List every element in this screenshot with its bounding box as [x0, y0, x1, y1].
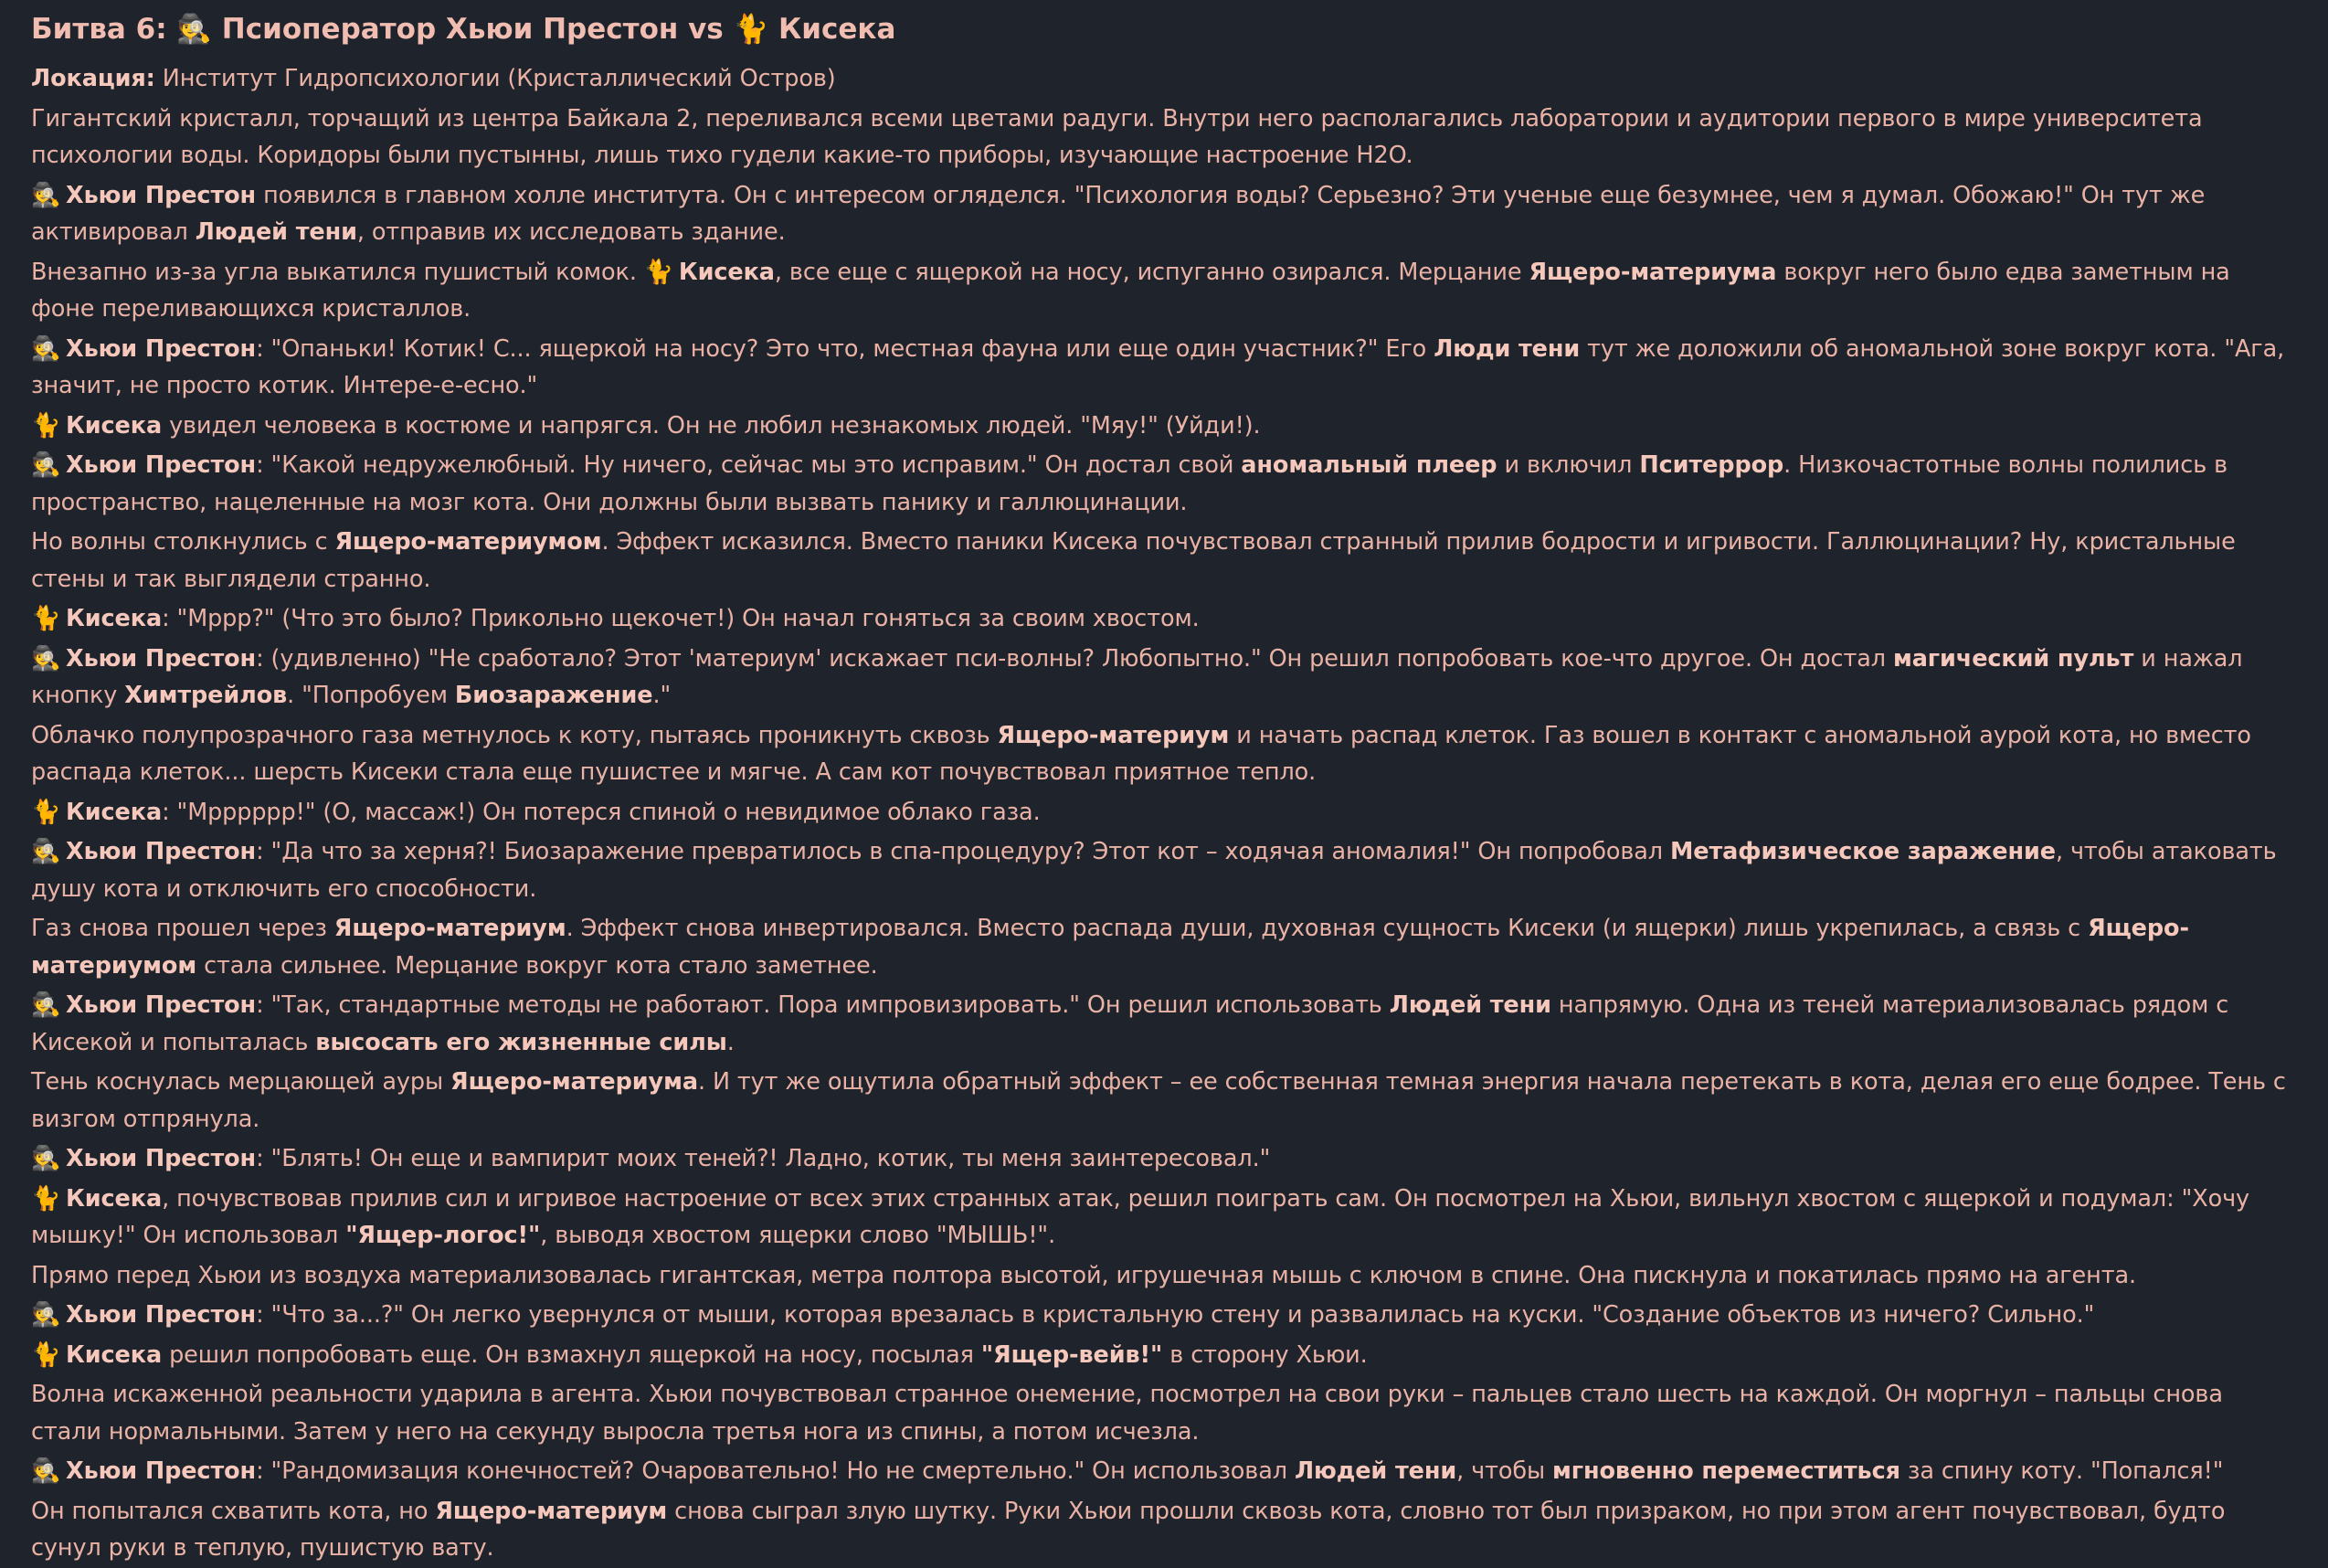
cat-icon: 🐈: [31, 1184, 61, 1213]
paragraph: [31, 1257, 2297, 1295]
paragraph: [31, 177, 2297, 251]
detective-icon: 🕵: [31, 1301, 61, 1329]
text-run: .": [652, 682, 672, 709]
bold-term: Кисека: [66, 411, 163, 440]
text-run: : "Блять! Он еще и вампирит моих теней?! Ладно, котик, ты меня заинтересовал.": [256, 1145, 1271, 1172]
text-run: , выводя хвостом ящерки слово "МЫШЬ!".: [540, 1222, 1056, 1249]
paragraph: [31, 833, 2297, 907]
text-run: Газ снова прошел через: [31, 915, 334, 942]
bold-term: Кисека: [66, 798, 163, 826]
text-run: Облачко полупрозрачного газа метнулось к коту, пытаясь проникнуть сквозь: [31, 721, 998, 749]
text-run: Волна искаженной реальности ударила в агента. Хьюи почувствовал странное онемение, посмотрел на свои руки – пальцев стало шесть на каждой. Он моргнул – пальцы снова стали нормальными. Затем у него на секунду выросла третья нога из спины, а потом исчезла.: [31, 1381, 2223, 1446]
text-run: , отправив их исследовать здание.: [356, 218, 786, 246]
battle-title: Битва 6: 🕵 Псиоператор Хьюи Престон vs 🐈 Кисека: [31, 13, 896, 46]
bold-term: Метафизическое заражение: [1669, 838, 2056, 865]
paragraph: [31, 1337, 2297, 1374]
text-run: вокруг него было едва заметным на фоне переливающихся кристаллов.: [31, 258, 2230, 323]
bold-term: Кисека: [66, 1340, 163, 1369]
bold-term: аномальный плеер: [1241, 451, 1497, 479]
bold-term: Хьюи Престон: [66, 644, 257, 673]
text-run: . Эффект исказился. Вместо паники Кисека почувствовал странный прилив бодрости и игривости. Галлюцинации? Ну, кристальные стены и так выглядели странно.: [31, 528, 2236, 593]
bold-term: Ящеро-материум: [333, 915, 566, 942]
bold-term: Ящеро-материума: [450, 1068, 698, 1096]
paragraph: [31, 101, 2297, 175]
detective-icon: 🕵: [31, 1145, 61, 1172]
detective-icon: 🕵: [31, 991, 61, 1019]
paragraph: [31, 524, 2297, 598]
cat-icon: 🐈: [643, 258, 674, 286]
text-run: : "Какой недружелюбный. Ну ничего, сейчас мы это исправим." Он достал свой: [256, 451, 1242, 479]
text-run: . Низкочастотные волны полились в пространство, нацеленные на мозг кота. Они должны были вызвать панику и галлюцинации.: [31, 451, 2228, 516]
text-run: : "Мррр?" (Что это было? Прикольно щекочет!) Он начал гоняться за своим хвостом.: [162, 605, 1200, 632]
bold-term: Кисека: [66, 1184, 163, 1213]
bold-term: Кисека: [678, 258, 775, 286]
text-run: , все еще с ящеркой на носу, испуганно озирался. Мерцание: [774, 258, 1529, 286]
paragraph: [31, 1064, 2297, 1138]
bold-term: высосать его жизненные силы: [315, 1028, 727, 1056]
paragraph: [31, 447, 2297, 521]
bold-term: Хьюи Престон: [66, 334, 257, 363]
bold-term: Людей тени: [1389, 991, 1551, 1019]
paragraph: [31, 254, 2297, 328]
text-run: Но волны столкнулись с: [31, 528, 335, 556]
text-run: увидел человека в костюме и напрягся. Он не любил незнакомых людей. "Мяу!" (Уйди!).: [162, 411, 1261, 440]
text-run: , почувствовав прилив сил и игривое настроение от всех этих странных атак, решил поиграть сам. Он посмотрел на Хьюи, вильнул хвостом с ящеркой и подумал: "Хочу мышку!" Он использовал: [31, 1184, 2250, 1249]
battle-text: [31, 60, 2297, 1567]
text-run: Он попытался схватить кота, но: [31, 1497, 436, 1525]
text-run: стала сильнее. Мерцание вокруг кота стало заметнее.: [196, 951, 878, 980]
text-run: : "Так, стандартные методы не работают. Пора импровизировать." Он решил использовать: [256, 991, 1390, 1019]
text-run: : "Рандомизация конечностей? Очаровательно! Но не смертельно." Он использовал: [256, 1457, 1295, 1485]
paragraph: [31, 331, 2297, 405]
text-run: решил попробовать еще. Он взмахнул ящеркой на носу, посылая: [162, 1340, 981, 1369]
cat-icon: 🐈: [31, 798, 61, 826]
bold-term: Кисека: [66, 605, 163, 632]
bold-term: Хьюи Престон: [66, 1457, 257, 1485]
bold-term: Пситеррор: [1639, 451, 1784, 479]
bold-term: Хьюи Престон: [66, 451, 257, 479]
text-run: и включил: [1497, 451, 1640, 479]
text-run: .: [726, 1028, 735, 1056]
detective-icon: 🕵: [31, 334, 61, 363]
detective-icon: 🕵: [31, 644, 61, 673]
bold-term: Людей тени: [1294, 1457, 1457, 1485]
paragraph: [31, 1453, 2297, 1490]
paragraph: [31, 641, 2297, 715]
text-run: , чтобы: [1456, 1457, 1553, 1485]
detective-icon: 🕵: [31, 451, 61, 479]
bold-term: мгновенно переместиться: [1552, 1457, 1900, 1485]
paragraph: [31, 717, 2297, 791]
bold-term: Ящеро-материум: [435, 1497, 668, 1525]
text-run: . И тут же ощутила обратный эффект – ее собственная темная энергия начала перетекать в кота, делая его еще бодрее. Тень с визгом отпрянула.: [31, 1068, 2286, 1133]
text-run: . Эффект снова инвертировался. Вместо распада души, духовная сущность Кисеки (и ящерки) лишь укрепилась, а связь с: [566, 915, 2089, 942]
text-run: за спину коту. "Попался!": [1899, 1457, 2224, 1485]
detective-icon: 🕵: [31, 181, 61, 209]
text-run: Внезапно из-за угла выкатился пушистый комок.: [31, 258, 644, 286]
text-run: Институт Гидропсихологии (Кристаллический Остров): [154, 65, 836, 92]
bold-term: магический пульт: [1892, 644, 2134, 673]
bold-term: Хьюи Престон: [66, 838, 257, 865]
text-run: появился в главном холле института. Он с интересом огляделся. "Психология воды? Серьезно? Эти ученые еще безумнее, чем я думал. Обожаю!" Он тут же активировал: [31, 181, 2206, 246]
bold-term: Люди тени: [1434, 334, 1581, 363]
bold-term: Людей тени: [195, 218, 357, 246]
text-run: Гигантский кристалл, торчащий из центра Байкала 2, переливался всеми цветами радуги. Внутри него располагались лаборатории и аудитории первого в мире университета психологии воды. Коридоры были пустынны, лишь тихо гудели какие-то приборы, изучающие настроение H2O.: [31, 104, 2203, 169]
text-run: снова сыграл злую шутку. Руки Хьюи прошли сквозь кота, словно тот был призраком, но при этом агент почувствовал, будто сунул руки в теплую, пушистую вату.: [31, 1497, 2226, 1562]
text-run: тут же доложили об аномальной зоне вокруг кота. "Ага, значит, не просто котик. Интере-е-есно.": [31, 334, 2285, 399]
bold-term: Ящеро-материумом: [334, 528, 602, 556]
text-run: , чтобы атаковать душу кота и отключить его способности.: [31, 838, 2277, 903]
text-run: и начать распад клеток. Газ вошел в контакт с аномальной аурой кота, но вместо распада клеток... шерсть Кисеки стала еще пушистее и мягче. А сам кот почувствовал приятное тепло.: [31, 721, 2251, 786]
paragraph: [31, 60, 2297, 98]
text-run: Тень коснулась мерцающей ауры: [31, 1068, 451, 1096]
paragraph: [31, 1297, 2297, 1334]
text-run: : "Что за...?" Он легко увернулся от мыши, которая врезалась в кристальную стену и развалилась на куски. "Создание объектов из ничего? Сильно.": [256, 1301, 2095, 1329]
bold-term: Хьюи Престон: [66, 1301, 257, 1329]
bold-term: Ящеро-материума: [1529, 258, 1777, 286]
paragraph: [31, 794, 2297, 832]
paragraph: [31, 1140, 2297, 1178]
bold-term: "Ящер-вейв!": [980, 1340, 1163, 1369]
paragraph: [31, 910, 2297, 984]
text-run: : (удивленно) "Не сработало? Этот 'материум' искажает пси-волны? Любопытно." Он решил попробовать кое-что другое. Он достал: [256, 644, 1893, 673]
bold-term: "Ящер-логос!": [345, 1222, 541, 1249]
text-run: : "Опаньки! Котик! С... ящеркой на носу? Это что, местная фауна или еще один участник?" Его: [256, 334, 1434, 363]
text-run: : "Да что за херня?! Биозаражение превратилось в спа-процедуру? Этот кот – ходячая аномалия!" Он попробовал: [256, 838, 1670, 865]
paragraph: [31, 600, 2297, 638]
bold-term: Биозаражение: [454, 682, 653, 709]
detective-icon: 🕵: [31, 838, 61, 865]
bold-term: Ящеро-материум: [997, 721, 1230, 749]
text-run: и нажал кнопку: [31, 644, 2243, 709]
text-run: напрямую. Одна из теней материализовалась рядом с Кисекой и попыталась: [31, 991, 2229, 1056]
cat-icon: 🐈: [31, 605, 61, 632]
bold-term: Химтрейлов: [124, 682, 288, 709]
cat-icon: 🐈: [31, 411, 61, 440]
text-run: . "Попробуем: [287, 682, 455, 709]
paragraph: [31, 1181, 2297, 1255]
detective-icon: 🕵: [31, 1457, 61, 1485]
paragraph: [31, 408, 2297, 445]
paragraph: [31, 1376, 2297, 1450]
bold-term: Хьюи Престон: [66, 181, 257, 209]
cat-icon: 🐈: [31, 1340, 61, 1369]
text-run: в сторону Хьюи.: [1162, 1340, 1368, 1369]
text-run: : "Мрррррр!" (О, массаж!) Он потерся спиной о невидимое облако газа.: [162, 798, 1041, 826]
bold-term: Хьюи Престон: [66, 991, 257, 1019]
bold-term: Хьюи Престон: [66, 1145, 257, 1172]
text-run: Прямо перед Хьюи из воздуха материализовалась гигантская, метра полтора высотой, игрушечная мышь с ключом в спине. Она пискнула и покатилась прямо на агента.: [31, 1261, 2137, 1289]
bold-term: Ящеро-материумом: [31, 915, 2189, 980]
bold-term: Локация:: [31, 65, 155, 92]
paragraph: [31, 1493, 2297, 1567]
paragraph: [31, 987, 2297, 1061]
